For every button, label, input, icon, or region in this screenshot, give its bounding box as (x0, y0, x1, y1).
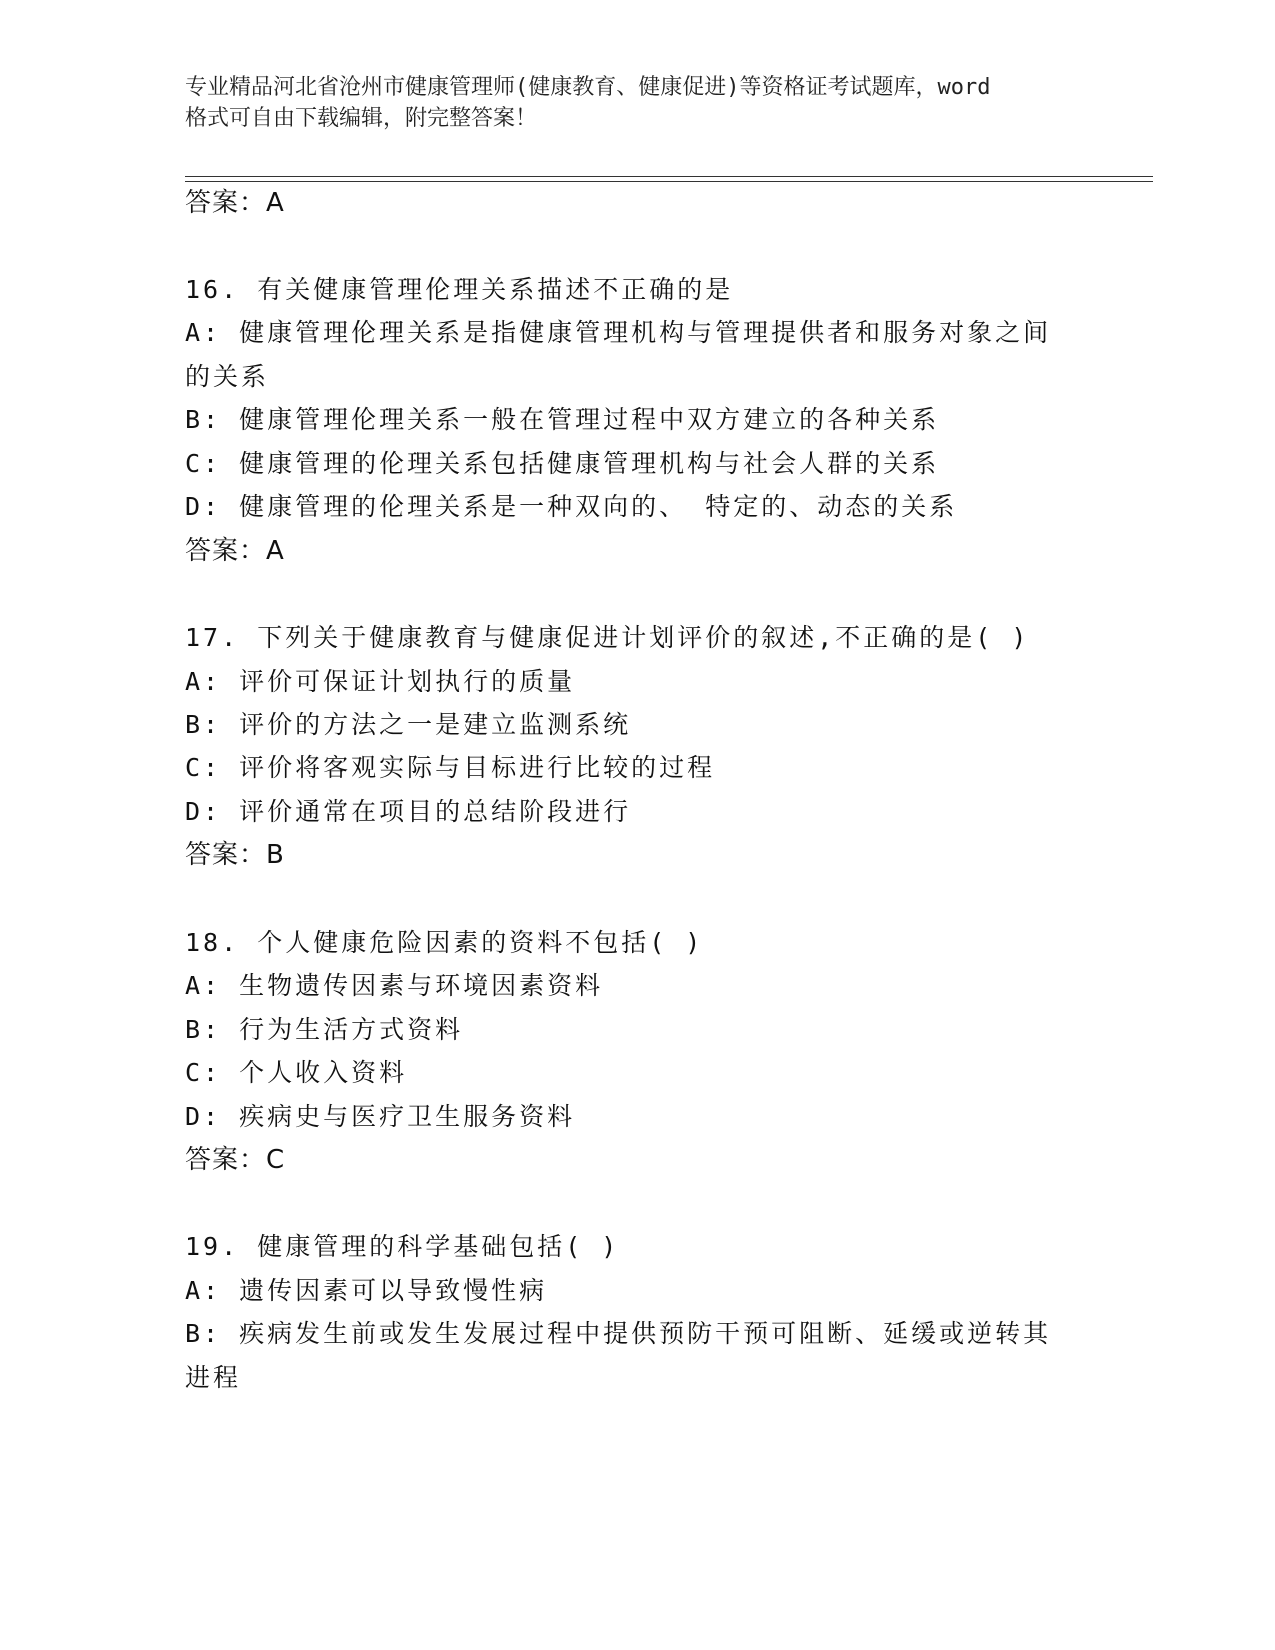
question-17-option-d: D: 评价通常在项目的总结阶段进行 (185, 797, 632, 826)
header-divider-top (185, 176, 1153, 177)
question-18-option-b: B: 行为生活方式资料 (185, 1015, 464, 1044)
question-17-option-a: A: 评价可保证计划执行的质量 (185, 667, 576, 696)
question-19-stem: 19. 健康管理的科学基础包括( ) (185, 1232, 620, 1261)
question-16-option-b: B: 健康管理伦理关系一般在管理过程中双方建立的各种关系 (185, 405, 940, 434)
question-16-answer: 答案：A (185, 536, 285, 566)
question-18-option-d: D: 疾病史与医疗卫生服务资料 (185, 1102, 576, 1131)
question-19-option-b-cont: 进程 (185, 1363, 242, 1392)
question-18-option-c: C: 个人收入资料 (185, 1058, 408, 1087)
question-17-answer: 答案：B (185, 840, 285, 870)
header-divider-bottom (185, 181, 1153, 182)
question-18-stem: 18. 个人健康危险因素的资料不包括( ) (185, 928, 704, 957)
question-18-option-a: A: 生物遗传因素与环境因素资料 (185, 971, 604, 1000)
question-19-option-b: B: 疾病发生前或发生发展过程中提供预防干预可阻断、延缓或逆转其 (185, 1319, 1052, 1348)
previous-answer: 答案：A (185, 188, 285, 218)
question-16-option-c: C: 健康管理的伦理关系包括健康管理机构与社会人群的关系 (185, 449, 940, 478)
question-19-option-a: A: 遗传因素可以导致慢性病 (185, 1276, 548, 1305)
question-17-option-b: B: 评价的方法之一是建立监测系统 (185, 710, 632, 739)
question-16-option-a: A: 健康管理伦理关系是指健康管理机构与管理提供者和服务对象之间 (185, 318, 1052, 347)
question-18-answer: 答案：C (185, 1145, 286, 1175)
question-16-option-a-cont: 的关系 (185, 362, 270, 391)
question-17-option-c: C: 评价将客观实际与目标进行比较的过程 (185, 753, 716, 782)
page-header (185, 72, 1085, 134)
question-16-option-d: D: 健康管理的伦理关系是一种双向的、 特定的、动态的关系 (185, 492, 958, 521)
question-17-stem: 17. 下列关于健康教育与健康促进计划评价的叙述,不正确的是( ) (185, 623, 1030, 652)
header-line-2: 格式可自由下载编辑，附完整答案！ (185, 106, 538, 131)
question-16-stem: 16. 有关健康管理伦理关系描述不正确的是 (185, 275, 734, 304)
header-line-1: 专业精品河北省沧州市健康管理师(健康教育、健康促进)等资格证考试题库，word (185, 75, 991, 100)
